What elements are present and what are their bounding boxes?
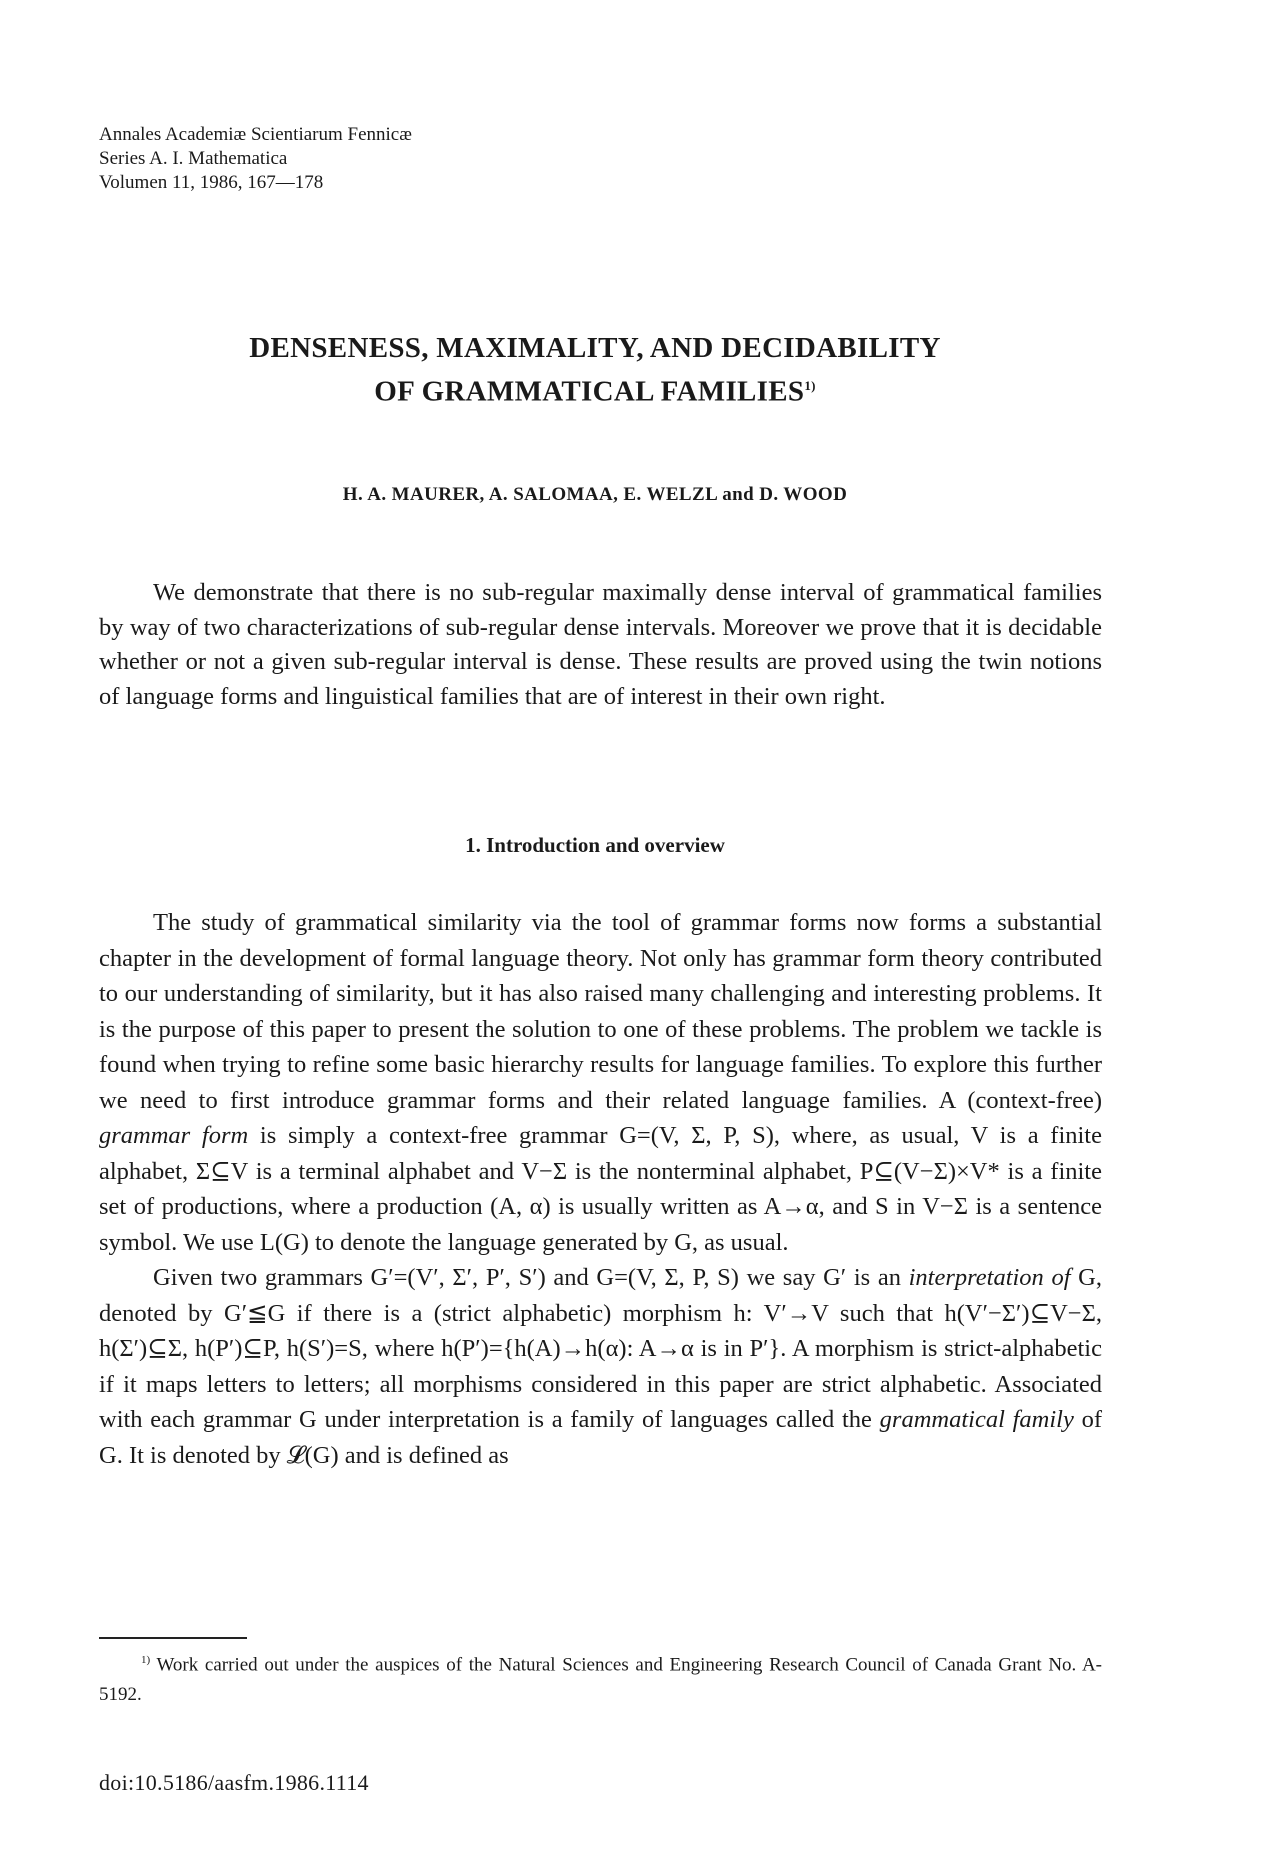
doi-link[interactable]: doi:10.5186/aasfm.1986.1114 [99, 1770, 369, 1795]
paragraph-1 [99, 905, 1102, 1260]
body-text [99, 905, 1102, 1473]
term-grammatical-family: grammatical family [879, 1406, 1074, 1433]
footnote-mark: 1) [141, 1654, 151, 1666]
title-line-2-text: OF GRAMMATICAL FAMILIES [374, 375, 805, 408]
paragraph-2-text-c: of G. It is denoted by 𝓛(G) and is defined as [99, 1406, 1102, 1469]
paragraph-2-text-b: G, denoted by G′≦G if there is a (strict alphabetic) morphism h: V′→V such that h(V′−Σ′)⊆V−Σ, h(Σ′)⊆Σ, h(P′)⊆P, h(S′)=S, where h(P′)={h(A)→h(α): A→α is in P′}. A morphism is strict-alphabetic if it maps letters to letters; all morphisms considered in this paper are strict alphabetic. Associated with each grammar G under interpretation is a family of languages called the [99, 1264, 1102, 1433]
abstract: We demonstrate that there is no sub-regular maximally dense interval of grammatical families by way of two characterizations of sub-regular dense intervals. Moreover we prove that it is decidable whether or not a given sub-regular interval is dense. These results are proved using the twin notions of language forms and linguistical families that are of interest in their own right. [99, 579, 1102, 710]
journal-name: Annales Academiæ Scientiarum Fennicæ [99, 124, 412, 145]
journal-series: Series A. I. Mathematica [99, 148, 288, 169]
journal-header [99, 123, 412, 195]
paragraph-2 [99, 1260, 1102, 1473]
footnote-divider [99, 1637, 247, 1639]
journal-volume: Volumen 11, 1986, 167—178 [99, 172, 324, 193]
paragraph-2-text-a: Given two grammars G′=(V′, Σ′, P′, S′) and G=(V, Σ, P, S) we say G′ is an [153, 1264, 909, 1291]
footnote [99, 1645, 1102, 1710]
paper-title [0, 330, 1190, 411]
paragraph-1-text-a: The study of grammatical similarity via the tool of grammar forms now forms a substantial chapter in the development of formal language theory. Not only has grammar form theory contributed to our understanding of similarity, but it has also raised many challenging and interesting problems. It is the purpose of this paper to present the solution to one of these problems. The problem we tackle is found when trying to refine some basic hierarchy results for language families. To explore this further we need to first introduce grammar forms and their related language families. A (context-free) [99, 909, 1102, 1114]
section-heading: 1. Introduction and overview [465, 833, 725, 857]
term-grammar-form: grammar form [99, 1122, 249, 1149]
title-line-1: DENSENESS, MAXIMALITY, AND DECIDABILITY [249, 332, 941, 364]
paragraph-1-text-b: is simply a context-free grammar G=(V, Σ, P, S), where, as usual, V is a finite alphabet, Σ⊆V is a terminal alphabet and V−Σ is the nonterminal alphabet, P⊆(V−Σ)×V* is a finite set of productions, where a production (A, α) is usually written as A→α, and S in V−Σ is a sentence symbol. We use L(G) to denote the language generated by G, as usual. [99, 1122, 1102, 1256]
title-line-2 [0, 367, 1190, 411]
term-interpretation: interpretation of [908, 1264, 1071, 1291]
authors: H. A. MAURER, A. SALOMAA, E. WELZL and D. WOOD [342, 484, 848, 505]
title-footnote-mark: 1) [804, 378, 816, 393]
footnote-text: Work carried out under the auspices of the Natural Sciences and Engineering Research Council of Canada Grant No. A-5192. [99, 1654, 1102, 1706]
